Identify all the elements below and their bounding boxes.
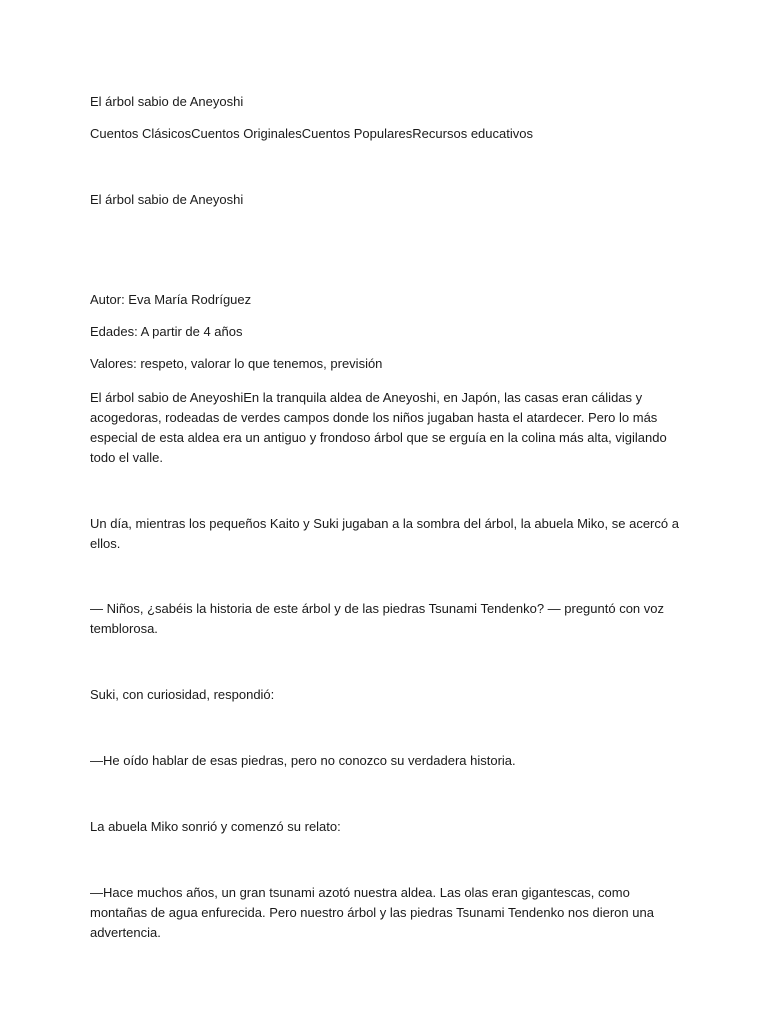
main-nav xyxy=(90,124,533,144)
paragraph-2: Un día, mientras los pequeños Kaito y Suki jugaban a la sombra del árbol, la abuela Miko, se acercó a ellos. xyxy=(90,516,679,551)
site-title: El árbol sabio de Aneyoshi xyxy=(90,94,244,109)
nav-item-cuentos-originales[interactable]: Cuentos Originales xyxy=(191,126,302,141)
nav-item-cuentos-populares[interactable]: Cuentos Populares xyxy=(301,126,413,141)
nav-item-recursos-educativos[interactable]: Recursos educativos xyxy=(412,126,533,141)
paragraph-7: —Hace muchos años, un gran tsunami azotó nuestra aldea. Las olas eran gigantescas, como montañas de agua enfurecida. Pero nuestro árbol y las piedras Tsunami Tendenko nos dieron una advertencia. xyxy=(90,885,654,940)
article-values: Valores: respeto, valorar lo que tenemos, previsión xyxy=(90,356,383,371)
article-author: Autor: Eva María Rodríguez xyxy=(90,292,252,307)
paragraph-6: La abuela Miko sonrió y comenzó su relato: xyxy=(90,819,341,834)
article-title: El árbol sabio de Aneyoshi xyxy=(90,192,244,207)
paragraph-5: —He oído hablar de esas piedras, pero no conozco su verdadera historia. xyxy=(90,753,516,768)
paragraph-4: Suki, con curiosidad, respondió: xyxy=(90,687,275,702)
paragraph-3: — Niños, ¿sabéis la historia de este árbol y de las piedras Tsunami Tendenko? — preguntó con voz temblorosa. xyxy=(90,601,665,636)
article-ages: Edades: A partir de 4 años xyxy=(90,324,243,339)
nav-item-cuentos-clasicos[interactable]: Cuentos Clásicos xyxy=(90,126,192,141)
paragraph-1: El árbol sabio de AneyoshiEn la tranquila aldea de Aneyoshi, en Japón, las casas eran cálidas y acogedoras, rodeadas de verdes campos donde los niños jugaban hasta el atardecer. Pero lo más especial de esta aldea era un antiguo y frondoso árbol que se erguía en la colina más alta, vigilando todo el valle. xyxy=(90,390,667,465)
